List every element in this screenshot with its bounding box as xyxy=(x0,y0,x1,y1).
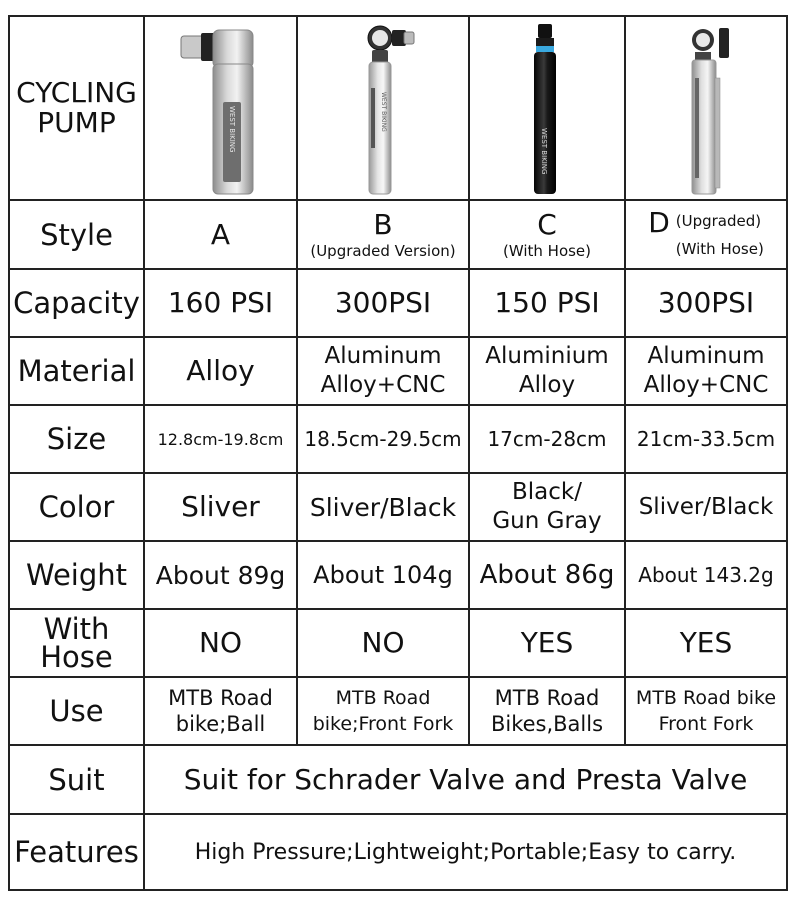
style-d-cell: D (Upgraded) (With Hose) xyxy=(625,200,787,269)
row-label: Capacity xyxy=(9,269,144,337)
material-a-cell: Alloy xyxy=(144,337,297,405)
pump-b-brand-text: WEST BIKING xyxy=(380,92,387,132)
spec-table xyxy=(8,15,788,891)
pump-c-brand-text: WEST BIKING xyxy=(540,128,548,175)
use-b-cell: MTB Road bike;Front Fork xyxy=(297,677,469,745)
style-a-cell: A xyxy=(144,200,297,269)
color-d-cell: Sliver/Black xyxy=(625,473,787,541)
table-title: CYCLING PUMP xyxy=(16,76,137,139)
capacity-a-cell: 160 PSI xyxy=(144,269,297,337)
material-d-cell: Aluminum Alloy+CNC xyxy=(625,337,787,405)
capacity-d-cell: 300PSI xyxy=(625,269,787,337)
features-cell: High Pressure;Lightweight;Portable;Easy to carry. xyxy=(144,814,787,890)
gauge-pump-silver-icon xyxy=(308,18,458,198)
use-d-cell: MTB Road bike Front Fork xyxy=(625,677,787,745)
material-b-cell: Aluminum Alloy+CNC xyxy=(297,337,469,405)
weight-row xyxy=(9,541,787,609)
pump-b-image-cell xyxy=(297,16,469,200)
mini-pump-silver-icon xyxy=(151,18,291,198)
size-c-cell: 17cm-28cm xyxy=(469,405,625,473)
color-a-cell: Sliver xyxy=(144,473,297,541)
title-cell xyxy=(9,16,144,200)
weight-b-cell: About 104g xyxy=(297,541,469,609)
pump-d-image-cell xyxy=(625,16,787,200)
size-b-cell: 18.5cm-29.5cm xyxy=(297,405,469,473)
weight-a-cell: About 89g xyxy=(144,541,297,609)
style-c-cell: C (With Hose) xyxy=(469,200,625,269)
features-row xyxy=(9,814,787,890)
weight-c-cell: About 86g xyxy=(469,541,625,609)
suit-cell: Suit for Schrader Valve and Presta Valve xyxy=(144,745,787,814)
row-label: Style xyxy=(9,200,144,269)
pump-c-image-cell xyxy=(469,16,625,200)
capacity-c-cell: 150 PSI xyxy=(469,269,625,337)
size-d-cell: 21cm-33.5cm xyxy=(625,405,787,473)
row-label: Size xyxy=(9,405,144,473)
image-row xyxy=(9,16,787,200)
row-label: Weight xyxy=(9,541,144,609)
color-b-cell: Sliver/Black xyxy=(297,473,469,541)
pump-a-brand-text: WEST BIKING xyxy=(227,106,236,153)
use-c-cell: MTB Road Bikes,Balls xyxy=(469,677,625,745)
capacity-row xyxy=(9,269,787,337)
use-a-cell: MTB Road bike;Ball xyxy=(144,677,297,745)
hose-b-cell: NO xyxy=(297,609,469,677)
row-label: Material xyxy=(9,337,144,405)
row-label: Use xyxy=(9,677,144,745)
hose-a-cell: NO xyxy=(144,609,297,677)
hose-row xyxy=(9,609,787,677)
color-row xyxy=(9,473,787,541)
use-row xyxy=(9,677,787,745)
row-label: Suit xyxy=(9,745,144,814)
material-row xyxy=(9,337,787,405)
color-c-cell: Black/ Gun Gray xyxy=(469,473,625,541)
size-a-cell: 12.8cm-19.8cm xyxy=(144,405,297,473)
hose-pump-black-icon xyxy=(472,18,622,198)
row-label: With Hose xyxy=(9,609,144,677)
material-c-cell: Aluminium Alloy xyxy=(469,337,625,405)
gauge-pump-long-silver-icon xyxy=(631,18,781,198)
style-b-cell: B (Upgraded Version) xyxy=(297,200,469,269)
hose-c-cell: YES xyxy=(469,609,625,677)
hose-d-cell: YES xyxy=(625,609,787,677)
style-row xyxy=(9,200,787,269)
row-label: Color xyxy=(9,473,144,541)
capacity-b-cell: 300PSI xyxy=(297,269,469,337)
weight-d-cell: About 143.2g xyxy=(625,541,787,609)
row-label: Features xyxy=(9,814,144,890)
suit-row xyxy=(9,745,787,814)
pump-a-image-cell xyxy=(144,16,297,200)
size-row xyxy=(9,405,787,473)
